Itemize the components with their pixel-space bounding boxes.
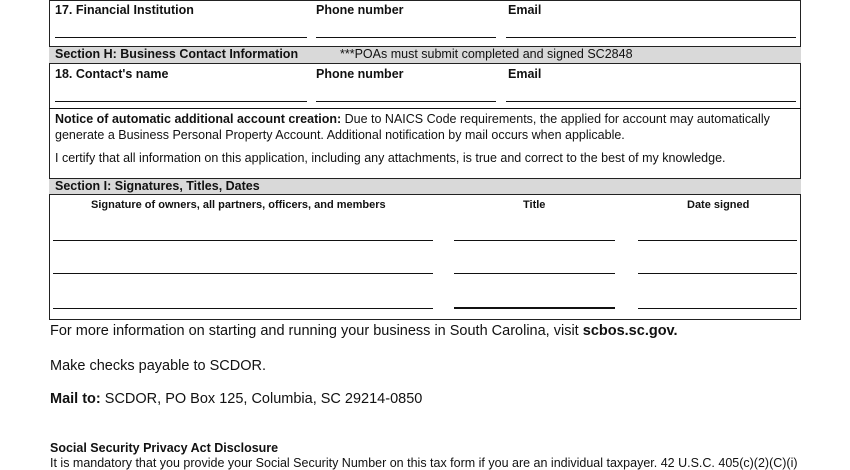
signature-column-header: Signature of owners, all partners, officers, and members bbox=[91, 199, 386, 211]
title-column-header: Title bbox=[523, 199, 546, 211]
more-info-text bbox=[50, 323, 678, 339]
title-line-3[interactable] bbox=[454, 307, 615, 309]
title-line-2[interactable] bbox=[454, 273, 615, 274]
notice-bold-lead: Notice of automatic additional account creation: bbox=[55, 112, 342, 126]
email-field-18[interactable] bbox=[506, 101, 796, 102]
section-divider bbox=[49, 108, 801, 109]
financial-institution-label: 17. Financial Institution bbox=[55, 3, 194, 17]
privacy-title: Social Security Privacy Act Disclosure bbox=[50, 441, 279, 455]
contact-name-label: 18. Contact's name bbox=[55, 67, 169, 81]
phone-label-18: Phone number bbox=[316, 67, 404, 81]
title-line-1[interactable] bbox=[454, 240, 615, 241]
privacy-text: It is mandatory that you provide your Social Security Number on this tax form if you are an individual taxpayer. 42 U.S.C. 405(c)(2)(C)(i) bbox=[50, 456, 798, 470]
poa-note: ***POAs must submit completed and signed SC2848 bbox=[340, 47, 633, 61]
phone-field-17[interactable] bbox=[316, 37, 496, 38]
notice-line-1-rest: Due to NAICS Code requirements, the applied for account may automatically bbox=[341, 112, 770, 126]
certify-statement: I certify that all information on this application, including any attachments, is true and correct to the best of my knowledge. bbox=[55, 151, 726, 165]
contact-name-field[interactable] bbox=[55, 101, 307, 102]
more-info-prefix: For more information on starting and running your business in South Carolina, visit bbox=[50, 323, 583, 339]
scbos-link[interactable]: scbos.sc.gov. bbox=[582, 323, 678, 339]
notice-line-2: generate a Business Personal Property Account. Additional notification by mail occurs when applicable. bbox=[55, 128, 625, 142]
signature-line-2[interactable] bbox=[53, 273, 433, 274]
section-h-title: Section H: Business Contact Information bbox=[55, 47, 299, 61]
mail-address: SCDOR, PO Box 125, Columbia, SC 29214-0850 bbox=[100, 391, 423, 407]
mail-to-text bbox=[50, 391, 422, 407]
phone-field-18[interactable] bbox=[316, 101, 496, 102]
date-column-header: Date signed bbox=[687, 199, 750, 211]
section-i-title: Section I: Signatures, Titles, Dates bbox=[55, 179, 260, 193]
email-label-18: Email bbox=[508, 67, 542, 81]
email-label-17: Email bbox=[508, 3, 542, 17]
notice-line-1 bbox=[55, 112, 770, 126]
financial-institution-field[interactable] bbox=[55, 37, 307, 38]
date-line-1[interactable] bbox=[638, 240, 797, 241]
date-line-3[interactable] bbox=[638, 308, 797, 309]
signature-line-1[interactable] bbox=[53, 240, 433, 241]
date-line-2[interactable] bbox=[638, 273, 797, 274]
email-field-17[interactable] bbox=[506, 37, 796, 38]
mail-to-label: Mail to: bbox=[50, 391, 101, 407]
checks-payable-text: Make checks payable to SCDOR. bbox=[50, 358, 266, 374]
signature-line-3[interactable] bbox=[53, 308, 433, 309]
phone-label-17: Phone number bbox=[316, 3, 404, 17]
